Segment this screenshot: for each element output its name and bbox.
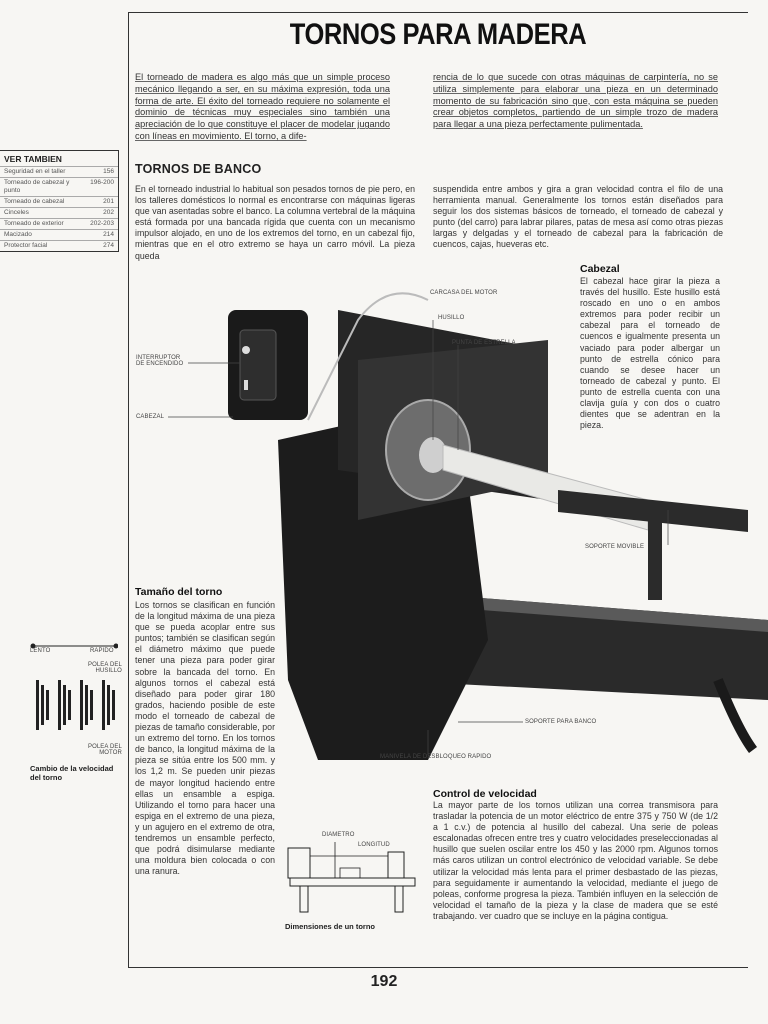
sidebar-item-label: Torneado de exterior xyxy=(4,220,64,227)
label-polea-motor-line1: POLEA DEL xyxy=(88,744,122,750)
label-polea-motor-line2: MOTOR xyxy=(99,750,122,756)
label-interruptor-line2: DE ENCENDIDO xyxy=(136,361,184,367)
lathe-dimensions-diagram xyxy=(280,830,420,918)
label-polea-motor xyxy=(88,744,122,756)
label-husillo: HUSILLO xyxy=(438,315,465,321)
switch-on-indicator xyxy=(242,346,250,354)
sidebar-item-label: Seguridad en el taller xyxy=(4,168,66,175)
switch-off-indicator xyxy=(244,380,248,390)
bottom-rule xyxy=(128,967,748,968)
pulley-set-1 xyxy=(36,680,49,730)
tamano-heading: Tamaño del torno xyxy=(135,586,223,598)
label-interruptor-line1: INTERRUPTOR xyxy=(136,355,181,361)
body-column-2: suspendida entre ambos y gira a gran velocidad contra el filo de una herramienta manual. Generalmente los tornos están diseñados para seguir los dos sistemas básicos de torneado, el torneado de cabezal y punto (del carro) para labrar pilares, patas de mesa así como otras piezas largas y delgadas y el torneado de cabezal para la fabricación de cuencos, cajas, hueveras etc. xyxy=(433,184,723,250)
sidebar-item[interactable] xyxy=(0,218,118,229)
speed-diagram-caption: Cambio de la velocidad del torno xyxy=(30,764,114,782)
sidebar-item[interactable] xyxy=(0,196,118,207)
page-title: TORNOS PARA MADERA xyxy=(289,18,587,51)
dim-leg-left xyxy=(300,886,308,912)
body-column-1: En el torneado industrial lo habitual son pesados tornos de pie pero, en los talleres domésticos lo normal es encontrarse con máquinas ligeras que van asentadas sobre el banco. La columna vertebral de la máquina está formada por una bancada rígida que cuenta con un mecanismo impulsor alojado, en uno de los extremos del torno, en un cabezal fijo, mientras que en el otro extremo se haya un carro móvil. La pieza queda xyxy=(135,184,415,261)
label-soporte-banco: SOPORTE PARA BANCO xyxy=(525,719,597,725)
sidebar-item[interactable] xyxy=(0,177,118,196)
dimensions-diagram-caption: Dimensiones de un torno xyxy=(285,922,376,931)
label-cabezal: CABEZAL xyxy=(136,414,165,420)
sidebar-item-label: Macizado xyxy=(4,231,32,238)
dim-tailstock xyxy=(388,852,404,878)
sidebar-item-page: 214 xyxy=(103,231,114,238)
pulley-set-4 xyxy=(102,680,115,730)
sidebar-item[interactable] xyxy=(0,207,118,218)
sidebar-item-label: Protector facial xyxy=(4,242,48,249)
dim-toolrest xyxy=(340,868,360,878)
control-text: La mayor parte de los tornos utilizan una correa transmisora para trasladar la potencia de un motor eléctrico de entre 375 y 750 W (de 1/2 a 1 c.v.) de potencia al husillo del cabezal. Una serie de poleas escalonadas ofrecen entre tres y cuatro velocidades preseleccionadas al husillo que suelen oscilar entre los 450 y las 2000 rpm. Algunos tornos más caros utilizan un control electrónico de velocidad variable. Se debe utilizar la velocidad más lenta para el primer desbastado de las piezas, para seguidamente ir aumentando la velocidad, mediante el juego de poleas, conforme progresa la pieza. También influyen en la selección de velocidad el tamaño de la pieza y la clase de madera que se esté trabajando. ver cuadro que se incluye en la página contigua. xyxy=(433,800,718,921)
cabezal-heading: Cabezal xyxy=(580,263,620,275)
label-diametro: DIAMETRO xyxy=(322,832,355,838)
sidebar-item-page: 274 xyxy=(103,242,114,249)
dim-leg-right xyxy=(395,886,403,912)
intro-right: rencia de lo que sucede con otras máquinas de carpintería, no se utiliza simplemente para elaborar una pieza en un determinado momento de su fabricación sino que, con esta máquina se pueden crear objetos completos, partiendo de un simple trozo de madera para llegar a una pieza perfectamente pulimentada. xyxy=(433,72,718,130)
cabezal-text: El cabezal hace girar la pieza a través del husillo. Este husillo está roscado en uno o en ambos extremos para poder recibir un cabezal para el torneado de cuencos e igualmente presenta un vaciado para poder albergar un punto de estrella cónico para cuando se desee hacer un torneado de cabezal y punto. El punto de estrella cuenta con una clavija guía y con dos o cuatro dientes que se adentran en la pieza. xyxy=(580,276,720,431)
sidebar-item-page: 201 xyxy=(103,198,114,205)
speed-change-diagram xyxy=(28,640,118,740)
label-punta-estrella: PUNTA DE ESTRELLA xyxy=(452,340,516,346)
label-polea-husillo xyxy=(88,662,122,674)
pulley-set-2 xyxy=(58,680,71,730)
dim-bed xyxy=(290,878,415,886)
sidebar-item-label: Cinceles xyxy=(4,209,29,216)
page-number: 192 xyxy=(370,973,398,990)
label-soporte-movible: SOPORTE MOVIBLE xyxy=(585,544,645,550)
sidebar-item[interactable] xyxy=(0,166,118,177)
sidebar-item-page: 202-203 xyxy=(90,220,114,227)
dim-headstock xyxy=(288,848,310,878)
label-polea-husillo-line1: POLEA DEL xyxy=(88,662,122,668)
sidebar-item-label: Torneado de cabezal y punto xyxy=(4,179,70,194)
label-manivela: MANIVELA DE DESBLOQUEO RAPIDO xyxy=(380,754,492,760)
top-rule xyxy=(128,12,748,13)
sidebar-heading: VER TAMBIEN xyxy=(4,154,62,164)
sidebar-item[interactable] xyxy=(0,229,118,240)
intro-left: El torneado de madera es algo más que un simple proceso mecánico llegando a ser, en su máxima expresión, toda una forma de arte. El éxito del torneado requiere no solamente el dominio de técnicas muy especiales sino también una apreciación de lo que constituye el placer de modelar jugando con líneas en movimiento. El torno, a dife- xyxy=(135,72,390,141)
tamano-text: Los tornos se clasifican en función de la longitud máxima de una pieza que se pueda acoplar entre sus puntos; también se clasifican según el diámetro máximo que puede tener una pieza para poder girar sobre la bancada del torno. En algunos tornos el cabezal está diseñado para poder girar 180 grados, haciendo posible de este modo el torneado de cabezal de piezas de tamaño considerable, por un extremo del torno. En los tornos de banco, la longitud máxima de la pieza se sitúa entre los 500 mm. y los 1,2 m. Se pueden unir piezas de mayor longitud haciendo entre ellas un ensamble a espiga. Utilizando el torno para hacer una espiga en el extremo de una pieza, y un agujero en el extremo de otra, tendremos un ensamble perfecto, que podrá disimularse mediante una moldura bien colocada o con una ranura. xyxy=(135,600,275,877)
pulley-set-3 xyxy=(80,680,93,730)
sidebar-item-page: 196-200 xyxy=(90,179,114,186)
sidebar-item-page: 202 xyxy=(103,209,114,216)
sidebar-item-page: 156 xyxy=(103,168,114,175)
speed-scale-right-dot xyxy=(114,644,119,649)
sidebar-item[interactable] xyxy=(0,240,118,251)
sidebar-top-rule xyxy=(0,150,118,151)
label-longitud: LONGITUD xyxy=(358,842,390,848)
sidebar-item-label: Torneado de cabezal xyxy=(4,198,65,205)
label-carcasa-motor: CARCASA DEL MOTOR xyxy=(430,290,498,296)
see-also-sidebar xyxy=(0,150,119,252)
tool-rest-post xyxy=(648,520,662,600)
label-lento: LENTO xyxy=(30,648,51,654)
control-heading: Control de velocidad xyxy=(433,788,537,800)
section-heading: TORNOS DE BANCO xyxy=(135,162,262,176)
label-interruptor xyxy=(136,355,183,367)
label-polea-husillo-line2: HUSILLO xyxy=(95,668,122,674)
label-rapido: RAPIDO xyxy=(90,648,114,654)
